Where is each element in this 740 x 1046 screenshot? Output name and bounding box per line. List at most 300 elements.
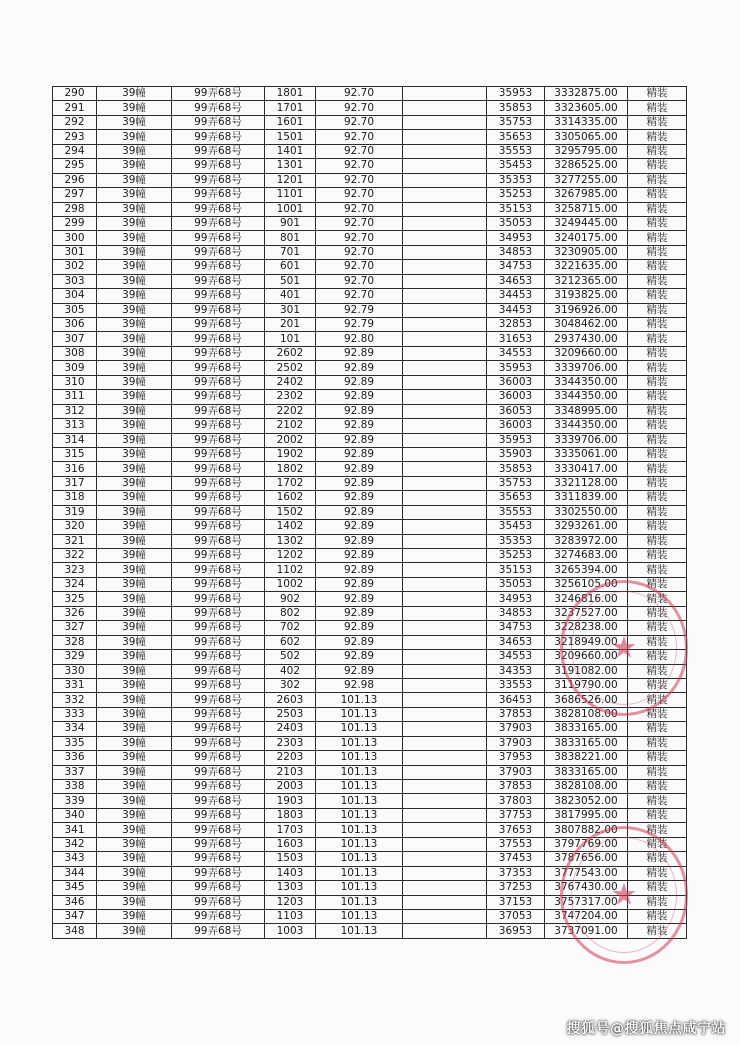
decoration-cell: 精装 [628,260,687,274]
address-cell: 99弄68号 [172,606,265,620]
unit-price-cell: 34353 [487,664,545,678]
area-cell: 92.70 [316,144,403,158]
area-cell: 92.89 [316,563,403,577]
address-cell: 99弄68号 [172,130,265,144]
decoration-cell: 精装 [628,433,687,447]
building-cell: 39幢 [97,635,172,649]
unit-price-cell: 37853 [487,780,545,794]
address-cell: 99弄68号 [172,837,265,851]
address-cell: 99弄68号 [172,563,265,577]
address-cell: 99弄68号 [172,924,265,938]
table-row [53,462,687,476]
address-cell: 99弄68号 [172,245,265,259]
address-cell: 99弄68号 [172,621,265,635]
room-number-cell: 1603 [265,837,316,851]
area-cell: 92.89 [316,404,403,418]
table-row [53,289,687,303]
row-number-cell: 321 [53,534,97,548]
room-number-cell: 1202 [265,549,316,563]
unit-price-cell: 32853 [487,318,545,332]
decoration-cell: 精装 [628,664,687,678]
row-number-cell: 343 [53,852,97,866]
decoration-cell: 精装 [628,159,687,173]
room-number-cell: 1902 [265,447,316,461]
room-number-cell: 2003 [265,780,316,794]
unit-price-cell: 36453 [487,693,545,707]
table-row [53,390,687,404]
row-number-cell: 290 [53,87,97,101]
area-cell: 101.13 [316,866,403,880]
unit-price-cell: 36003 [487,419,545,433]
room-number-cell: 1401 [265,144,316,158]
blank-cell [403,852,487,866]
area-cell: 92.70 [316,260,403,274]
blank-cell [403,115,487,129]
decoration-cell: 精装 [628,881,687,895]
unit-price-cell: 37053 [487,909,545,923]
unit-price-cell: 35753 [487,115,545,129]
blank-cell [403,390,487,404]
total-price-cell: 3267985.00 [545,188,628,202]
unit-price-cell: 35553 [487,144,545,158]
row-number-cell: 324 [53,577,97,591]
table-row [53,808,687,822]
blank-cell [403,549,487,563]
row-number-cell: 338 [53,780,97,794]
row-number-cell: 299 [53,216,97,230]
unit-price-cell: 37653 [487,823,545,837]
decoration-cell: 精装 [628,346,687,360]
building-cell: 39幢 [97,534,172,548]
unit-price-cell: 35153 [487,202,545,216]
building-cell: 39幢 [97,274,172,288]
area-cell: 92.89 [316,491,403,505]
room-number-cell: 2603 [265,693,316,707]
total-price-cell: 3323605.00 [545,101,628,115]
area-cell: 92.89 [316,621,403,635]
unit-price-cell: 34853 [487,245,545,259]
table-row [53,924,687,938]
room-number-cell: 1003 [265,924,316,938]
building-cell: 39幢 [97,909,172,923]
decoration-cell: 精装 [628,823,687,837]
area-cell: 92.80 [316,332,403,346]
blank-cell [403,866,487,880]
decoration-cell: 精装 [628,447,687,461]
total-price-cell: 3265394.00 [545,563,628,577]
room-number-cell: 1302 [265,534,316,548]
blank-cell [403,736,487,750]
address-cell: 99弄68号 [172,173,265,187]
building-cell: 39幢 [97,664,172,678]
address-cell: 99弄68号 [172,491,265,505]
row-number-cell: 329 [53,650,97,664]
blank-cell [403,274,487,288]
decoration-cell: 精装 [628,188,687,202]
building-cell: 39幢 [97,245,172,259]
address-cell: 99弄68号 [172,534,265,548]
decoration-cell: 精装 [628,274,687,288]
table-row [53,216,687,230]
row-number-cell: 312 [53,404,97,418]
room-number-cell: 1502 [265,505,316,519]
table-row [53,563,687,577]
row-number-cell: 314 [53,433,97,447]
address-cell: 99弄68号 [172,520,265,534]
area-cell: 92.89 [316,505,403,519]
building-cell: 39幢 [97,794,172,808]
building-cell: 39幢 [97,361,172,375]
blank-cell [403,520,487,534]
row-number-cell: 330 [53,664,97,678]
total-price-cell: 3230905.00 [545,245,628,259]
decoration-cell: 精装 [628,794,687,808]
area-cell: 92.89 [316,606,403,620]
table-row [53,202,687,216]
area-cell: 101.13 [316,693,403,707]
table-row [53,549,687,563]
total-price-cell: 3344350.00 [545,419,628,433]
building-cell: 39幢 [97,115,172,129]
table-row [53,577,687,591]
table-row [53,693,687,707]
total-price-cell: 3218949.00 [545,635,628,649]
building-cell: 39幢 [97,144,172,158]
decoration-cell: 精装 [628,549,687,563]
blank-cell [403,621,487,635]
unit-price-cell: 35753 [487,476,545,490]
unit-price-cell: 37753 [487,808,545,822]
decoration-cell: 精装 [628,909,687,923]
decoration-cell: 精装 [628,130,687,144]
room-number-cell: 201 [265,318,316,332]
row-number-cell: 302 [53,260,97,274]
address-cell: 99弄68号 [172,592,265,606]
decoration-cell: 精装 [628,852,687,866]
blank-cell [403,159,487,173]
table-row [53,823,687,837]
total-price-cell: 3311839.00 [545,491,628,505]
area-cell: 101.13 [316,837,403,851]
building-cell: 39幢 [97,390,172,404]
address-cell: 99弄68号 [172,765,265,779]
address-cell: 99弄68号 [172,159,265,173]
row-number-cell: 303 [53,274,97,288]
table-row [53,866,687,880]
total-price-cell: 3196926.00 [545,303,628,317]
room-number-cell: 301 [265,303,316,317]
unit-price-cell: 35653 [487,491,545,505]
decoration-cell: 精装 [628,216,687,230]
decoration-cell: 精装 [628,534,687,548]
area-cell: 92.70 [316,216,403,230]
unit-price-cell: 36003 [487,375,545,389]
decoration-cell: 精装 [628,765,687,779]
blank-cell [403,260,487,274]
room-number-cell: 302 [265,678,316,692]
decoration-cell: 精装 [628,245,687,259]
table-row [53,260,687,274]
room-number-cell: 2102 [265,419,316,433]
blank-cell [403,823,487,837]
blank-cell [403,707,487,721]
unit-price-cell: 33553 [487,678,545,692]
unit-price-cell: 37253 [487,881,545,895]
building-cell: 39幢 [97,881,172,895]
row-number-cell: 301 [53,245,97,259]
unit-price-cell: 37153 [487,895,545,909]
area-cell: 101.13 [316,924,403,938]
area-cell: 92.89 [316,390,403,404]
row-number-cell: 292 [53,115,97,129]
room-number-cell: 901 [265,216,316,230]
room-number-cell: 501 [265,274,316,288]
table-row [53,476,687,490]
row-number-cell: 297 [53,188,97,202]
table-row [53,447,687,461]
room-number-cell: 2502 [265,361,316,375]
area-cell: 92.89 [316,635,403,649]
building-cell: 39幢 [97,621,172,635]
area-cell: 92.89 [316,433,403,447]
room-number-cell: 1002 [265,577,316,591]
area-cell: 92.89 [316,476,403,490]
area-cell: 101.13 [316,736,403,750]
decoration-cell: 精装 [628,592,687,606]
building-cell: 39幢 [97,130,172,144]
address-cell: 99弄68号 [172,101,265,115]
row-number-cell: 320 [53,520,97,534]
unit-price-cell: 34753 [487,621,545,635]
total-price-cell: 3193825.00 [545,289,628,303]
total-price-cell: 3807882.00 [545,823,628,837]
room-number-cell: 402 [265,664,316,678]
decoration-cell: 精装 [628,751,687,765]
table-row [53,837,687,851]
building-cell: 39幢 [97,491,172,505]
blank-cell [403,404,487,418]
address-cell: 99弄68号 [172,87,265,101]
area-cell: 92.70 [316,173,403,187]
table-row [53,231,687,245]
row-number-cell: 336 [53,751,97,765]
room-number-cell: 1402 [265,520,316,534]
building-cell: 39幢 [97,563,172,577]
row-number-cell: 318 [53,491,97,505]
decoration-cell: 精装 [628,520,687,534]
blank-cell [403,173,487,187]
address-cell: 99弄68号 [172,332,265,346]
total-price-cell: 3249445.00 [545,216,628,230]
address-cell: 99弄68号 [172,447,265,461]
row-number-cell: 337 [53,765,97,779]
total-price-cell: 3293261.00 [545,520,628,534]
room-number-cell: 1503 [265,852,316,866]
room-number-cell: 2303 [265,736,316,750]
area-cell: 92.89 [316,346,403,360]
decoration-cell: 精装 [628,289,687,303]
address-cell: 99弄68号 [172,115,265,129]
unit-price-cell: 35053 [487,577,545,591]
blank-cell [403,895,487,909]
table-row [53,592,687,606]
total-price-cell: 3209660.00 [545,650,628,664]
area-cell: 101.13 [316,852,403,866]
unit-price-cell: 35353 [487,534,545,548]
address-cell: 99弄68号 [172,664,265,678]
area-cell: 92.70 [316,274,403,288]
area-cell: 92.89 [316,447,403,461]
room-number-cell: 1201 [265,173,316,187]
table-row [53,664,687,678]
building-cell: 39幢 [97,765,172,779]
blank-cell [403,491,487,505]
blank-cell [403,375,487,389]
decoration-cell: 精装 [628,780,687,794]
total-price-cell: 3305065.00 [545,130,628,144]
building-cell: 39幢 [97,852,172,866]
blank-cell [403,231,487,245]
address-cell: 99弄68号 [172,549,265,563]
blank-cell [403,346,487,360]
room-number-cell: 1501 [265,130,316,144]
blank-cell [403,202,487,216]
blank-cell [403,780,487,794]
blank-cell [403,318,487,332]
blank-cell [403,678,487,692]
room-number-cell: 2503 [265,707,316,721]
total-price-cell: 3833165.00 [545,765,628,779]
blank-cell [403,332,487,346]
decoration-cell: 精装 [628,318,687,332]
blank-cell [403,924,487,938]
room-number-cell: 1903 [265,794,316,808]
decoration-cell: 精装 [628,650,687,664]
room-number-cell: 1001 [265,202,316,216]
row-number-cell: 339 [53,794,97,808]
decoration-cell: 精装 [628,173,687,187]
blank-cell [403,563,487,577]
room-number-cell: 2203 [265,751,316,765]
building-cell: 39幢 [97,433,172,447]
building-cell: 39幢 [97,707,172,721]
address-cell: 99弄68号 [172,794,265,808]
building-cell: 39幢 [97,404,172,418]
unit-price-cell: 37853 [487,707,545,721]
building-cell: 39幢 [97,87,172,101]
room-number-cell: 1702 [265,476,316,490]
address-cell: 99弄68号 [172,823,265,837]
building-cell: 39幢 [97,101,172,115]
address-cell: 99弄68号 [172,390,265,404]
unit-price-cell: 34453 [487,289,545,303]
decoration-cell: 精装 [628,231,687,245]
blank-cell [403,245,487,259]
building-cell: 39幢 [97,375,172,389]
decoration-cell: 精装 [628,375,687,389]
decoration-cell: 精装 [628,202,687,216]
unit-price-cell: 37353 [487,866,545,880]
address-cell: 99弄68号 [172,751,265,765]
table-row [53,650,687,664]
area-cell: 92.89 [316,577,403,591]
address-cell: 99弄68号 [172,144,265,158]
decoration-cell: 精装 [628,144,687,158]
room-number-cell: 1403 [265,866,316,880]
table-row [53,115,687,129]
row-number-cell: 341 [53,823,97,837]
blank-cell [403,216,487,230]
row-number-cell: 342 [53,837,97,851]
table-row [53,635,687,649]
total-price-cell: 3330417.00 [545,462,628,476]
total-price-cell: 2937430.00 [545,332,628,346]
building-cell: 39幢 [97,866,172,880]
row-number-cell: 296 [53,173,97,187]
decoration-cell: 精装 [628,693,687,707]
blank-cell [403,751,487,765]
building-cell: 39幢 [97,202,172,216]
unit-price-cell: 34953 [487,592,545,606]
area-cell: 92.70 [316,130,403,144]
table-row [53,534,687,548]
unit-price-cell: 35053 [487,216,545,230]
unit-price-cell: 35953 [487,87,545,101]
row-number-cell: 315 [53,447,97,461]
row-number-cell: 304 [53,289,97,303]
total-price-cell: 3828108.00 [545,780,628,794]
row-number-cell: 293 [53,130,97,144]
room-number-cell: 2302 [265,390,316,404]
row-number-cell: 316 [53,462,97,476]
table-row [53,303,687,317]
area-cell: 101.13 [316,707,403,721]
total-price-cell: 3277255.00 [545,173,628,187]
seal-star-icon: ★ [610,877,638,913]
building-cell: 39幢 [97,173,172,187]
unit-price-cell: 35453 [487,520,545,534]
row-number-cell: 335 [53,736,97,750]
room-number-cell: 701 [265,245,316,259]
decoration-cell: 精装 [628,87,687,101]
address-cell: 99弄68号 [172,736,265,750]
building-cell: 39幢 [97,447,172,461]
unit-price-cell: 35153 [487,563,545,577]
row-number-cell: 311 [53,390,97,404]
table-row [53,318,687,332]
row-number-cell: 323 [53,563,97,577]
unit-price-cell: 36953 [487,924,545,938]
decoration-cell: 精装 [628,476,687,490]
area-cell: 92.70 [316,87,403,101]
address-cell: 99弄68号 [172,780,265,794]
unit-price-cell: 34553 [487,650,545,664]
room-number-cell: 601 [265,260,316,274]
address-cell: 99弄68号 [172,346,265,360]
total-price-cell: 3212365.00 [545,274,628,288]
address-cell: 99弄68号 [172,433,265,447]
row-number-cell: 298 [53,202,97,216]
blank-cell [403,476,487,490]
unit-price-cell: 35653 [487,130,545,144]
row-number-cell: 313 [53,419,97,433]
unit-price-cell: 37453 [487,852,545,866]
decoration-cell: 精装 [628,101,687,115]
row-number-cell: 319 [53,505,97,519]
unit-price-cell: 34953 [487,231,545,245]
total-price-cell: 3237527.00 [545,606,628,620]
unit-price-cell: 34753 [487,260,545,274]
